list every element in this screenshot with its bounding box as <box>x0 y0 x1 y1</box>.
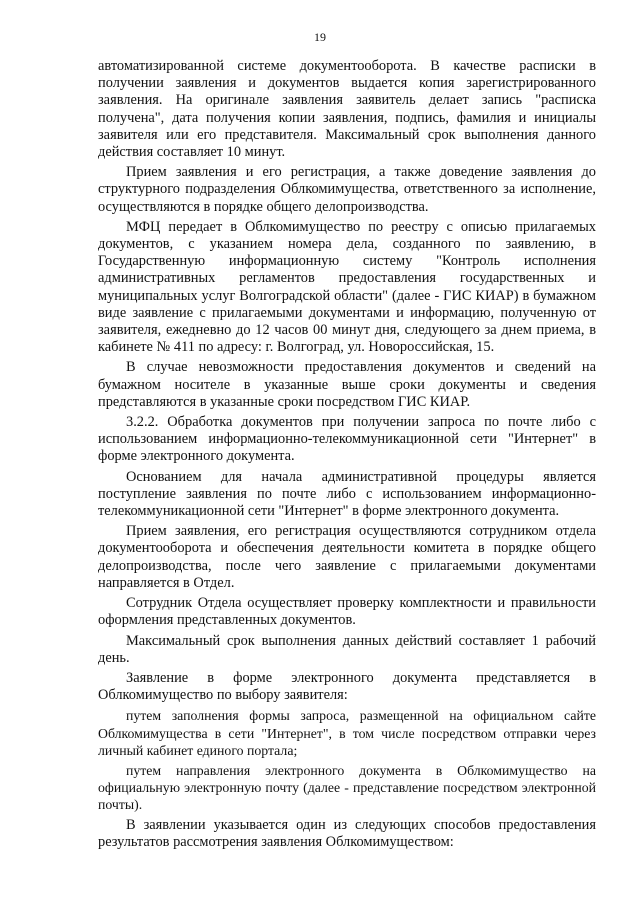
paragraph: Прием заявления и его регистрация, а также доведение заявления до структурного подразделения Облкомимущества, ответственного за исполнение, осуществляются в порядке общего делопроизводства. <box>98 164 596 215</box>
paragraph: В случае невозможности предоставления документов и сведений на бумажном носителе в указанные выше сроки документы и сведения представляются в указанные сроки посредством ГИС КИАР. <box>98 359 596 410</box>
paragraph: В заявлении указывается один из следующих способов предоставления результатов рассмотрения заявления Облкомимуществом: <box>98 816 596 850</box>
document-body <box>98 58 596 854</box>
list-item: путем заполнения формы запроса, размещенной на официальном сайте Облкомимущества в сети "Интернет", в том числе посредством отправки через личный кабинет единого портала; <box>98 708 596 758</box>
section-heading-paragraph: 3.2.2. Обработка документов при получении запроса по почте либо с использованием информационно-телекоммуникационной сети "Интернет" в форме электронного документа. <box>98 414 596 465</box>
paragraph: Заявление в форме электронного документа представляется в Облкомимущество по выбору заявителя: <box>98 669 596 704</box>
paragraph: Сотрудник Отдела осуществляет проверку комплектности и правильности оформления представленных документов. <box>98 595 596 629</box>
paragraph: Максимальный срок выполнения данных действий составляет 1 рабочий день. <box>98 632 596 666</box>
page-number: 19 <box>314 30 326 44</box>
paragraph: МФЦ передает в Облкомимущество по реестру с описью прилагаемых документов, с указанием номера дела, созданного по заявлению, в Государственную информационную систему "Контроль исполнения административных регламентов предоставления государственных и муниципальных услуг Волгоградской области" (далее - ГИС КИАР) в бумажном виде заявление с прилагаемыми документами и информацию, полученную от заявителя, ежедневно до 12 часов 00 минут дня, следующего за днем приема, в кабинете № 411 по адресу: г. Волгоград, ул. Новороссийская, 15. <box>98 218 596 356</box>
paragraph: Прием заявления, его регистрация осуществляются сотрудником отдела документооборота и обеспечения деятельности комитета в порядке общего делопроизводства, после чего заявление с прилагаемыми документами направляется в Отдел. <box>98 523 596 591</box>
list-item: путем направления электронного документа в Облкомимущество на официальную электронную почту (далее - представление посредством электронной почты). <box>98 762 596 813</box>
paragraph: автоматизированной системе документооборота. В качестве расписки в получении заявления и документов выдается копия зарегистрированного заявления. На оригинале заявления заявитель делает запись "расписка получена", дата получения копии заявления, подпись, фамилия и инициалы заявителя или его представителя. Максимальный срок выполнения данного действия составляет 10 минут. <box>98 58 596 161</box>
paragraph: Основанием для начала административной процедуры является поступление заявления по почте либо с использованием информационно-телекоммуникационной сети "Интернет" в форме электронного документа. <box>98 468 596 520</box>
